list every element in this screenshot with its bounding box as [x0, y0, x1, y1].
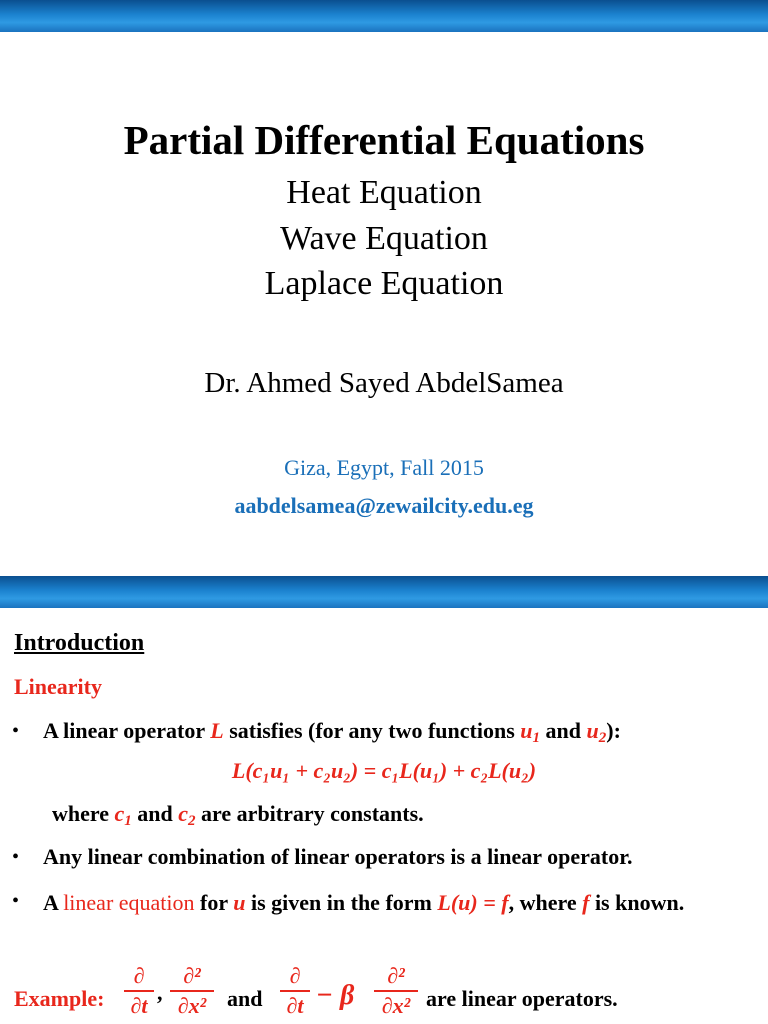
subscript: 1	[532, 730, 541, 746]
text: u	[520, 718, 533, 743]
slide-title: Partial Differential Equations	[123, 117, 645, 163]
second-slide-header-band	[0, 576, 768, 608]
bullet-linear-equation	[43, 887, 758, 918]
text: satisfies (for any two functions	[223, 718, 521, 743]
denominator: ∂x²	[374, 990, 418, 1020]
equation-form: L(u) = f	[437, 890, 509, 915]
u1-symbol	[520, 718, 541, 746]
text: for	[194, 890, 234, 915]
text: , where	[508, 890, 583, 915]
text: c	[114, 801, 125, 826]
linear-equation-term: linear equation	[63, 890, 195, 915]
bullet-marker: •	[12, 846, 20, 868]
text: where	[52, 801, 115, 826]
bullet-marker: •	[12, 720, 20, 742]
numerator: ∂²	[387, 963, 405, 988]
fraction-d2-dx2	[170, 962, 214, 1020]
text: are arbitrary constants.	[195, 801, 424, 826]
subtitle-wave: Wave Equation	[280, 220, 488, 257]
text: A linear operator	[43, 718, 211, 743]
subscript: 2	[188, 813, 196, 829]
u2-symbol	[586, 718, 607, 746]
example-tail: are linear operators.	[426, 986, 618, 1011]
numerator: ∂²	[183, 963, 201, 988]
bullet-marker: •	[12, 890, 20, 912]
fraction-d2-dx2-2	[374, 962, 418, 1020]
text: and	[131, 801, 179, 826]
text: is known.	[589, 890, 685, 915]
bullet-linear-operator	[43, 718, 621, 747]
constants-note	[52, 801, 424, 830]
minus-beta: − β	[316, 980, 355, 1011]
top-header-band	[0, 0, 768, 32]
subscript: 2	[598, 730, 607, 746]
c2-symbol	[178, 801, 196, 829]
denominator: ∂t	[280, 990, 310, 1020]
subsection-heading: Linearity	[14, 674, 102, 699]
email-address: aabdelsamea@zewailcity.edu.eg	[234, 493, 534, 518]
title-slide	[0, 32, 768, 576]
and-text: and	[227, 986, 263, 1011]
numerator: ∂	[133, 963, 145, 988]
bullet-linear-combination: Any linear combination of linear operators is a linear operator.	[43, 844, 633, 869]
place-date: Giza, Egypt, Fall 2015	[284, 455, 484, 480]
subtitle-laplace: Laplace Equation	[264, 265, 504, 302]
example-label: Example:	[14, 986, 105, 1011]
denominator: ∂x²	[170, 990, 214, 1020]
linearity-formula: L(c₁u₁ + c₂u₂) = c₁L(u₁) + c₂L(u₂)	[231, 758, 537, 783]
fraction-d-dt-2	[280, 962, 310, 1020]
text: and	[540, 718, 587, 743]
denominator: ∂t	[124, 990, 154, 1020]
subtitle-heat: Heat Equation	[286, 174, 482, 211]
subscript: 1	[124, 813, 132, 829]
operator-symbol: L	[210, 718, 224, 743]
f-symbol: f	[582, 890, 590, 915]
c1-symbol	[114, 801, 132, 829]
text: c	[178, 801, 189, 826]
comma: ,	[157, 980, 163, 1005]
introduction-slide	[0, 608, 768, 1024]
text: is given in the form	[245, 890, 438, 915]
text: ):	[606, 718, 621, 743]
author-name: Dr. Ahmed Sayed AbdelSamea	[204, 367, 564, 399]
u-symbol: u	[233, 890, 246, 915]
fraction-d-dt	[124, 962, 154, 1020]
text: u	[586, 718, 599, 743]
text: A	[43, 890, 64, 915]
section-heading: Introduction	[14, 630, 145, 656]
numerator: ∂	[289, 963, 301, 988]
